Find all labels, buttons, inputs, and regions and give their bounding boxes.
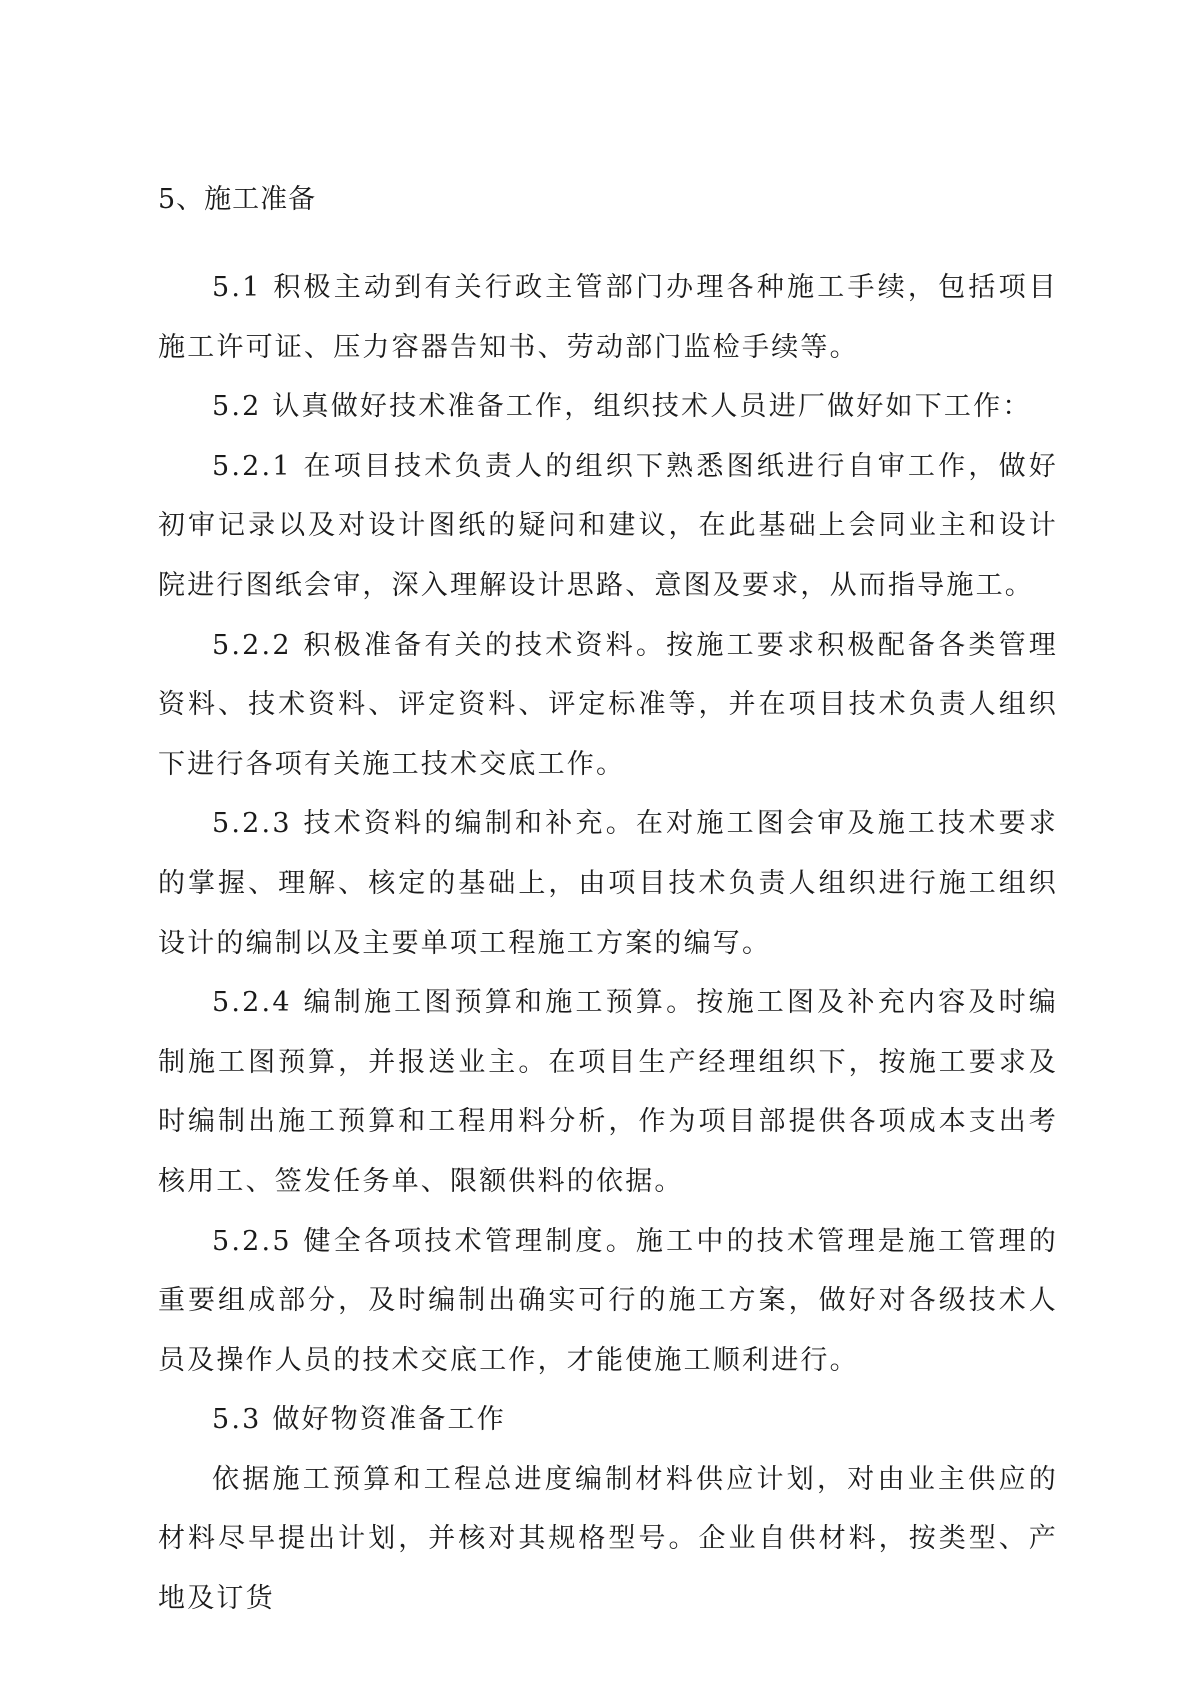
paragraph-materials-plan: 依据施工预算和工程总进度编制材料供应计划，对由业主供应的材料尽早提出计划，并核对其规格型号。企业自供材料，按类型、产地及订货 [158, 1463, 1058, 1615]
body-text [158, 258, 1058, 1629]
paragraph-5-1: 5.1 积极主动到有关行政主管部门办理各种施工手续，包括项目施工许可证、压力容器告知书、劳动部门监检手续等。 [158, 272, 1058, 363]
section-heading: 5、施工准备 [158, 184, 317, 215]
paragraph-5-2-3: 5.2.3 技术资料的编制和补充。在对施工图会审及施工技术要求的掌握、理解、核定的基础上，由项目技术负责人组织进行施工组织设计的编制以及主要单项工程施工方案的编写。 [158, 808, 1058, 959]
paragraph-5-2-2: 5.2.2 积极准备有关的技术资料。按施工要求积极配备各类管理资料、技术资料、评定资料、评定标准等，并在项目技术负责人组织下进行各项有关施工技术交底工作。 [158, 629, 1058, 780]
paragraph-5-3: 5.3 做好物资准备工作 [212, 1404, 506, 1436]
paragraph-5-2-5: 5.2.5 健全各项技术管理制度。施工中的技术管理是施工管理的重要组成部分，及时编制出确实可行的施工方案，做好对各级技术人员及操作人员的技术交底工作，才能使施工顺利进行。 [158, 1225, 1058, 1376]
paragraph-5-2-4: 5.2.4 编制施工图预算和施工预算。按施工图及补充内容及时编制施工图预算，并报送业主。在项目生产经理组织下，按施工要求及时编制出施工预算和工程用料分析，作为项目部提供各项成本支出考核用工、签发任务单、限额供料的依据。 [158, 987, 1058, 1197]
paragraph-5-2: 5.2 认真做好技术准备工作，组织技术人员进厂做好如下工作： [212, 391, 1032, 423]
paragraph-5-2-1: 5.2.1 在项目技术负责人的组织下熟悉图纸进行自审工作，做好初审记录以及对设计图纸的疑问和建议，在此基础上会同业主和设计院进行图纸会审，深入理解设计思路、意图及要求，从而指导施工。 [158, 450, 1058, 601]
